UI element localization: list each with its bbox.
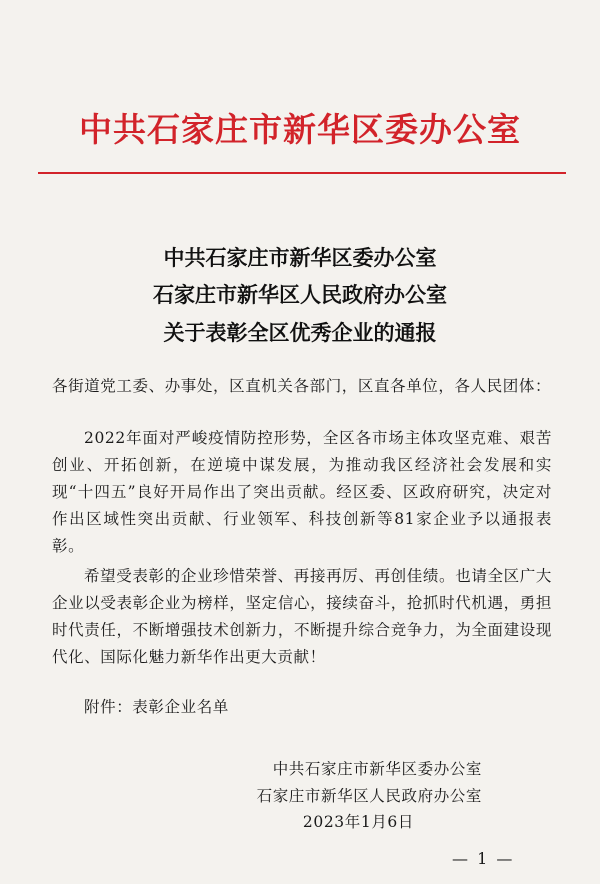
title-line-3: 关于表彰全区优秀企业的通报: [163, 320, 437, 345]
title-line-2: 石家庄市新华区人民政府办公室: [153, 282, 447, 307]
paragraph-1: 2022年面对严峻疫情防控形势，全区各市场主体攻坚克难、艰苦创业、开拓创新，在逆境中谋发展，为推动我区经济社会发展和实现“十四五”良好开局作出了突出贡献。经区委、区政府研究，决定对作出区域性突出贡献、行业领军、科技创新等81家企业予以通报表彰。: [52, 429, 552, 555]
salutation: 各街道党工委、办事处，区直机关各部门，区直各单位，各人民团体：: [52, 377, 552, 395]
title-line-1: 中共石家庄市新华区委办公室: [163, 245, 437, 270]
signature-org-1: 中共石家庄市新华区委办公室: [272, 760, 482, 778]
signature-date: 2023年1月6日: [302, 813, 414, 831]
red-header-rule: [38, 172, 566, 174]
paragraph-2: 希望受表彰的企业珍惜荣誉、再接再厉、再创佳绩。也请全区广大企业以受表彰企业为榜样，坚定信心，接续奋斗，抢抓时代机遇，勇担时代责任，不断增强技术创新力，不断提升综合竞争力，为全面建设现代化、国际化魅力新华作出更大贡献！: [52, 567, 552, 666]
signature-org-2: 石家庄市新华区人民政府办公室: [256, 787, 482, 805]
attachment-note: 附件：表彰企业名单: [84, 698, 229, 716]
issuer-header: 中共石家庄市新华区委办公室: [79, 110, 521, 149]
page-number: — 1 —: [452, 849, 515, 868]
